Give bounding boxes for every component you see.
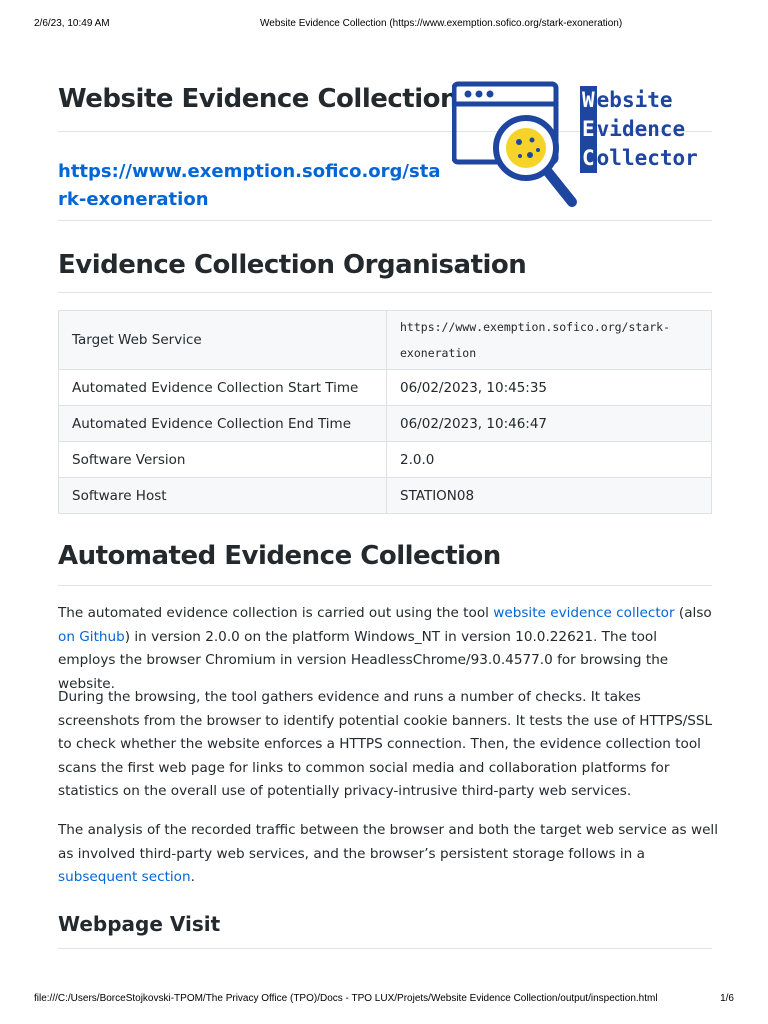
table-value: 06/02/2023, 10:46:47	[387, 406, 712, 442]
table-value: STATION08	[387, 478, 712, 514]
print-page-title: Website Evidence Collection (https://www.exemption.sofico.org/stark-exoneration)	[260, 18, 623, 29]
print-footer	[34, 993, 734, 1007]
table-key: Automated Evidence Collection Start Time	[59, 370, 387, 406]
webpage-visit-divider	[58, 948, 712, 949]
table-key: Software Host	[59, 478, 387, 514]
print-header	[34, 18, 734, 32]
table-row	[59, 442, 712, 478]
table-key: Automated Evidence Collection End Time	[59, 406, 387, 442]
automated-divider	[58, 585, 712, 586]
table-row	[59, 311, 712, 370]
table-value: https://www.exemption.sofico.org/stark- exoneration	[387, 311, 712, 370]
organisation-heading: Evidence Collection Organisation	[58, 250, 527, 280]
print-datetime: 2/6/23, 10:49 AM	[34, 18, 110, 29]
automated-heading: Automated Evidence Collection	[58, 541, 501, 571]
table-row	[59, 478, 712, 514]
github-link[interactable]: on Github	[58, 628, 125, 645]
page-title: Website Evidence Collection	[58, 84, 458, 114]
table-key: Software Version	[59, 442, 387, 478]
paragraph-browsing-checks: During the browsing, the tool gathers evidence and runs a number of checks. It takes screenshots from the browser to identify potential cookie banners. It tests the use of HTTPS/SSL to check whether the website enforces a HTTPS connection. Then, the evidence collection tool scans the first web page for links to common social media and collaboration platforms for statistics on the overall use of potentially privacy-intrusive third-party web services.	[58, 689, 713, 799]
webpage-visit-heading: Webpage Visit	[58, 912, 221, 936]
table-row	[59, 406, 712, 442]
logo-wordmark: Website Evidence Collector	[580, 86, 698, 173]
table-key: Target Web Service	[59, 311, 387, 370]
paragraph-traffic-analysis: The analysis of the recorded traffic between the browser and both the target web service as well as involved third-party web services, and the browser’s persistent storage follows in a subsequent section.	[58, 822, 718, 885]
paragraph-tool-description: The automated evidence collection is carried out using the tool website evidence collector (also on Github) in version 2.0.0 on the platform Windows_NT in version 10.0.22621. The tool employs the browser Chromium in version HeadlessChrome/93.0.4577.0 for browsing the website.	[58, 605, 712, 692]
print-file-path: file:///C:/Users/BorceStojkovski-TPOM/The Privacy Office (TPO)/Docs - TPO LUX/Projets/Website Evidence Collection/output/inspection.html	[34, 993, 658, 1004]
table-value: 06/02/2023, 10:45:35	[387, 370, 712, 406]
table-value: 2.0.0	[387, 442, 712, 478]
target-url-link[interactable]: https://www.exemption.sofico.org/stark-exoneration	[58, 161, 441, 210]
organisation-divider	[58, 292, 712, 293]
wec-logo	[452, 80, 722, 215]
print-page-number: 1/6	[720, 993, 734, 1004]
subsequent-section-link[interactable]: subsequent section	[58, 869, 191, 885]
magnifier-browser-icon	[452, 80, 580, 215]
organisation-table	[58, 310, 712, 514]
url-divider	[58, 220, 712, 221]
table-row	[59, 370, 712, 406]
website-evidence-collector-link[interactable]: website evidence collector	[493, 605, 675, 621]
